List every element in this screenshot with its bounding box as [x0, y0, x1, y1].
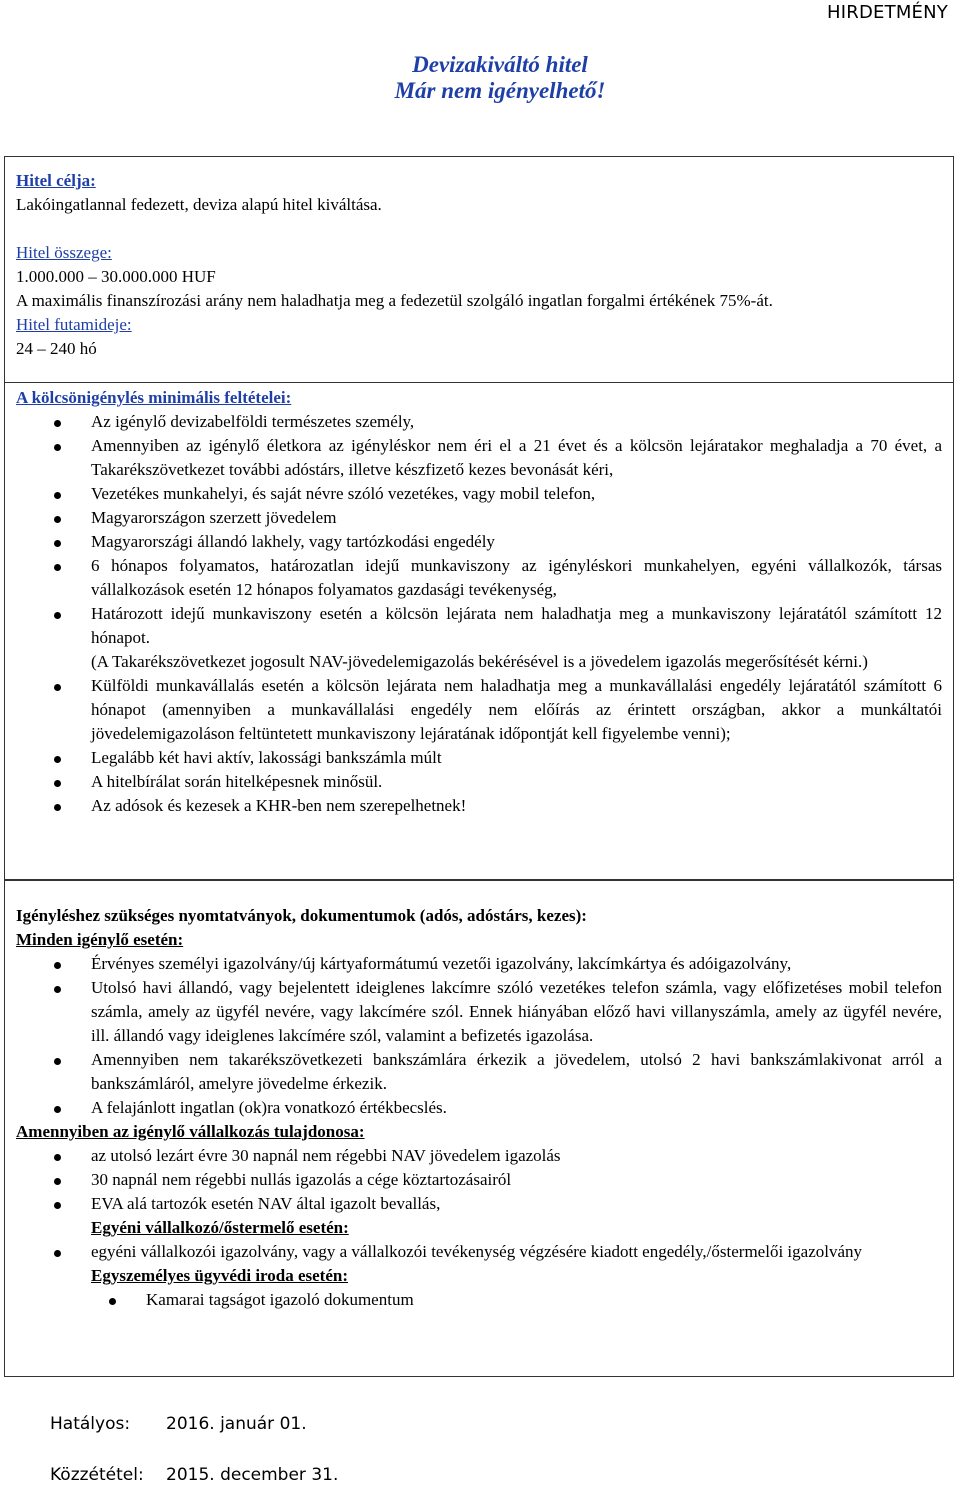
conditions-heading: A kölcsönigénylés minimális feltételei: — [16, 388, 292, 407]
list-item: Amennyiben nem takarékszövetkezeti bankszámlára érkezik a jövedelem, utolsó 2 havi bankszámlakivonat arról a bankszámláról, amelyre jövedelme érkezik. — [16, 1048, 942, 1096]
conditions-note: (A Takarékszövetkezet jogosult NAV-jövedelemigazolás bekérésével is a jövedelem igazolás megerősítését kérni.) — [91, 652, 868, 671]
documents-box — [4, 880, 954, 1377]
published-label: Közzététel: — [50, 1465, 144, 1485]
law-office-heading: Egyszemélyes ügyvédi iroda esetén: — [91, 1266, 349, 1285]
document-title — [0, 52, 960, 104]
document-tag: HIRDETMÉNY — [827, 2, 948, 23]
title-line-1: Devizakiváltó hitel — [412, 52, 588, 77]
list-item: Magyarországon szerzett jövedelem — [16, 506, 942, 530]
list-item: 30 napnál nem régebbi nullás igazolás a cége köztartozásairól — [16, 1168, 942, 1192]
amount-range: 1.000.000 – 30.000.000 HUF — [16, 267, 216, 286]
divider — [5, 382, 953, 383]
list-item: az utolsó lezárt évre 30 napnál nem régebbi NAV jövedelem igazolás — [16, 1144, 942, 1168]
list-item: Kamarai tagságot igazoló dokumentum — [16, 1288, 942, 1312]
sole-trader-heading: Egyéni vállalkozó/őstermelő esetén: — [91, 1218, 349, 1237]
published-date: 2015. december 31. — [166, 1465, 339, 1485]
list-item: A hitelbírálat során hitelképesnek minősül. — [16, 770, 942, 794]
list-item: Az adósok és kezesek a KHR-ben nem szerepelhetnek! — [16, 794, 942, 818]
all-applicants-heading: Minden igénylő esetén: — [16, 930, 184, 949]
list-item: egyéni vállalkozói igazolvány, vagy a vállalkozói tevékenység végzésére kiadott engedély,/őstermelői igazolvány — [16, 1240, 942, 1264]
title-line-2: Már nem igényelhető! — [394, 78, 606, 103]
purpose-text: Lakóingatlannal fedezett, deviza alapú hitel kiváltása. — [16, 195, 382, 214]
list-item: Határozott idejű munkaviszony esetén a kölcsön lejárata nem haladhatja meg a munkaviszony lejáratától számított 12 hónapot. — [16, 602, 942, 650]
list-item: Utolsó havi állandó, vagy bejelentett ideiglenes lakcímre szóló vezetékes telefon számla, vagy előfizetéses mobil telefon számla, amely az ügyfél nevére, vagy lakcímére szól. Ennek hiányában előző havi villanyszámla, amely az ügyfél nevére, ill. állandó vagy ideiglenes lakcímére szól, valamint a befizetés igazolása. — [16, 976, 942, 1048]
term-heading: Hitel futamideje: — [16, 315, 132, 334]
list-item: 6 hónapos folyamatos, határozatlan idejű munkaviszony az igényléskori munkahelyen, egyéni vállalkozók, társas vállalkozások esetén 12 hónapos folyamatos gazdasági tevékenység, — [16, 554, 942, 602]
list-item: EVA alá tartozók esetén NAV által igazolt bevallás, — [16, 1192, 942, 1216]
list-item: Legalább két havi aktív, lakossági bankszámla múlt — [16, 746, 942, 770]
conditions-list — [16, 410, 942, 650]
effective-label: Hatályos: — [50, 1414, 131, 1434]
list-item: Vezetékes munkahelyi, és saját névre szóló vezetékes, vagy mobil telefon, — [16, 482, 942, 506]
loan-details-box — [4, 156, 954, 880]
business-owner-list — [16, 1144, 942, 1216]
list-item: Az igénylő devizabelföldi természetes személy, — [16, 410, 942, 434]
term-text: 24 – 240 hó — [16, 339, 97, 358]
effective-line — [50, 1414, 307, 1434]
list-item: Külföldi munkavállalás esetén a kölcsön lejárata nem haladhatja meg a munkavállalási engedély lejáratától számított 6 hónapot (amennyiben a munkavállalási engedély nem előírás az érintett országban, akkor a munkáltatói jövedelemigazoláson feltüntetett munkaviszony lejáratának időpontját kell figyelembe venni); — [16, 674, 942, 746]
list-item: A felajánlott ingatlan (ok)ra vonatkozó értékbecslés. — [16, 1096, 942, 1120]
amount-heading: Hitel összege: — [16, 243, 112, 262]
published-line — [50, 1465, 338, 1485]
list-item: Amennyiben az igénylő életkora az igényléskor nem éri el a 21 évet és a kölcsön lejáratakor meghaladja a 70 évet, a Takarékszövetkezet további adóstárs, illetve készfizető kezes bevonását kéri, — [16, 434, 942, 482]
business-owner-heading: Amennyiben az igénylő vállalkozás tulajdonosa: — [16, 1122, 365, 1141]
purpose-heading: Hitel célja: — [16, 171, 96, 190]
all-applicants-list — [16, 952, 942, 1120]
documents-heading: Igényléshez szükséges nyomtatványok, dokumentumok (adós, adóstárs, kezes): — [16, 906, 587, 925]
amount-note: A maximális finanszírozási arány nem haladhatja meg a fedezetül szolgáló ingatlan forgalmi értékének 75%-át. — [16, 291, 773, 310]
list-item: Érvényes személyi igazolvány/új kártyaformátumú vezetői igazolvány, lakcímkártya és adóigazolvány, — [16, 952, 942, 976]
effective-date: 2016. január 01. — [166, 1414, 307, 1434]
list-item: Magyarországi állandó lakhely, vagy tartózkodási engedély — [16, 530, 942, 554]
